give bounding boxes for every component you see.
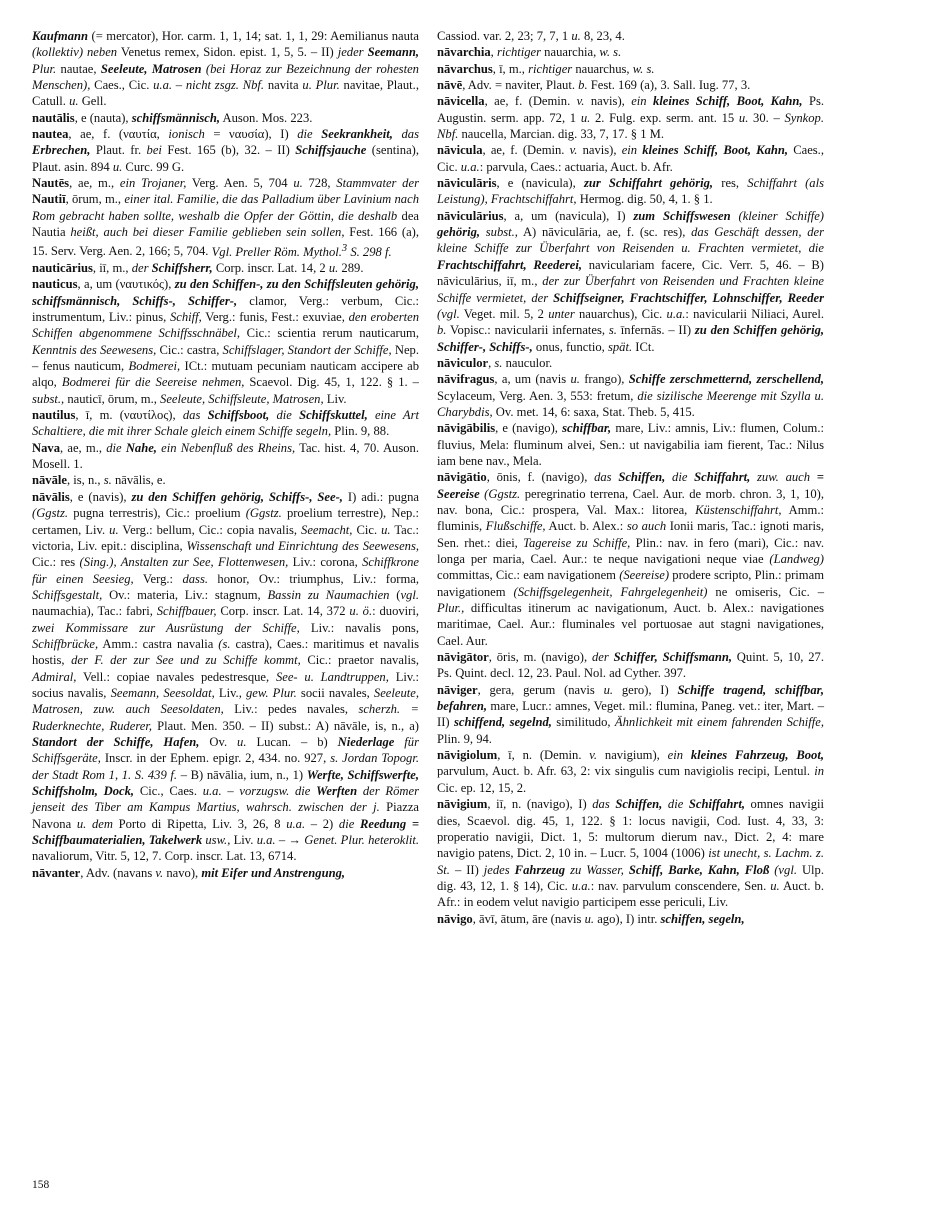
dictionary-entry: nāvigābilis, e (navigo), schiffbar, mare, Liv.: amnis, Liv.: flumen, Colum.: fluvius, Mela: fluminum alvei, Sen.: ut navigabilia iam fierent, Tac.: Nilus iam bene nav., Mela. — [437, 421, 824, 468]
dictionary-entry: nauticus, a, um (ναυτικός), zu den Schiffen-, zu den Schiffsleuten gehörig, schiffsmännisch, Schiffs-, Schiffer-, clamor, Verg.: verbum, Cic.: instrumentum, Liv.: pinus, Schiff, Verg.: funis, Fest.: exuviae, den eroberten Schiffen abgenommene Schiffsschnäbel, Cic.: scientia rerum nauticarum, Kenntnis des Seewesens, Cic.: castra, Schiffslager, Standort der Schiffe, Nep. – fenus nauticum, Bodmerei, ICt.: mutuam pecuniam nauticam accipere ab alqo, Bodmerei für die Seereise nehmen, Scaevol. Dig. 45, 1, 122. § 1. – subst., nauticī, ōrum, m., Seeleute, Schiffsleute, Matrosen, Liv. — [32, 277, 420, 406]
dictionary-entry: nauticārius, iī, m., der Schiffsherr, Corp. inscr. Lat. 14, 2 u. 289. — [32, 261, 364, 275]
dictionary-entry: nautilus, ī, m. (ναυτίλος), das Schiffsboot, die Schiffskuttel, eine Art Schaltiere, die mit ihrer Schale gleich einem Schiffe segeln, Plin. 9, 88. — [32, 408, 420, 439]
dictionary-entry: nāvāle, is, n., s. nāvālis, e. — [32, 473, 166, 488]
dictionary-entry: nāvicella, ae, f. (Demin. v. navis), ein kleines Schiff, Boot, Kahn, Ps. Augustin. serm. app. 72, 1 u. 2. Fulg. exp. serm. ant. 15 u. 30. – Synkop. Nbf. naucella, Marcian. dig. 33, 7, 17. § 1 M. — [437, 94, 824, 142]
dictionary-entry: nāvanter, Adv. (navans v. navo), mit Eifer und Anstrengung, — [32, 865, 346, 880]
dictionary-entry: Cassiod. var. 2, 23; 7, 7, 1 u. 8, 23, 4. — [437, 29, 625, 43]
dictionary-entry: nāvicula, ae, f. (Demin. v. navis), ein kleines Schiff, Boot, Kahn, Caes., Cic. u.a.: parvula, Caes.: actuaria, Auct. b. Afr. — [437, 143, 824, 174]
dictionary-entry: nāvigātio, ōnis, f. (navigo), das Schiffen, die Schiffahrt, zuw. auch = Seereise (Ggstz. peregrinatio terrena, Cael. Aur. de morb. chron. 3, 1, 10), nav. bona, Cic.: prospera, Val. Max.: litorea, Küstenschiffahrt, Amm.: fluminis, Flußschiffe, Auct. b. Alex.: so auch Ionii maris, Tac.: ignoti maris, Sen. rhet.: diei, Tagereise zu Schiffe, Plin.: nav. in fero (mari), Cic.: nav. longa per maria, Cael. Aur.: te neque navigationi neque viae (Landweg) committas, Cic.: eam navigationem (Seereise) prodere scripto, Plin.: primam navigationem (Schiffsgelegenheit, Fahrgelegenheit) ne omiseris, Cic. – Plur., difficultas itinerum ac navigationum, Auct. b. Alex.: navigationes maritimae, Cael. Aur.: fluminales vel portuosae aut stagni navigationes, Cael. Aur. — [437, 470, 825, 648]
right-column — [437, 28, 824, 927]
dictionary-entry: nāvālis, e (navis), zu den Schiffen gehörig, Schiffs-, See-, I) adi.: pugna (Ggstz. pugna terrestris), Cic.: proelium (Ggstz. proelium terrestre), Nep.: certamen, Liv. u. Verg.: bellum, Cic.: copia navalis, Seemacht, Cic. u. Tac.: victoria, Liv. epit.: disciplina, Wissenschaft und Einrichtung des Seewesens, Cic.: res (Sing.), Anstalten zur See, Flottenwesen, Liv.: corona, Schiffkrone für einen Seesieg, Verg.: dass. honor, Ov.: triumphus, Liv.: forma, Schiffsgestalt, Ov.: materia, Liv.: stagnum, Bassin zu Naumachien (vgl. naumachia), Tac.: fabri, Schiffbauer, Corp. inscr. Lat. 14, 372 u. ö.: duoviri, zwei Kommissare zur Ausrüstung der Schiffe, Liv.: navalis pons, Schiffbrücke, Amm.: castra navalia (s. castra), Caes.: maritimus et navalis hostis, der F. der zur See und zu Schiffe kommt, Cic.: praetor navalis, Admiral, Vell.: copiae navales pedestresque, See- u. Landtruppen, Liv.: socius navalis, Seemann, Seesoldat, Liv., gew. Plur. socii navales, Seeleute, Matrosen, zuw. auch Seesoldaten, Liv.: pedes navales, scherzh. = Ruderknechte, Ruderer, Plaut. Men. 350. – II) subst.: A) nāvāle, is, n., a) Standort der Schiffe, Hafen, Ov. u. Lucan. – b) Niederlage für Schiffsgeräte, Inscr. in der Ephem. epigr. 2, 434. no. 927, s. Jordan Topogr. der Stadt Rom 1, 1. S. 439 f. – B) nāvālia, ium, n., 1) Werfte, Schiffswerfte, Schiffsholm, Dock, Cic., Caes. u.a. – vorzugsw. die Werften der Römer jenseit des Tiber am Kampus Martius, wahrsch. zwischen der j. Piazza Navona u. dem Porto di Ripetta, Liv. 3, 26, 8 u.a. – 2) die Reedung = Schiffbaumaterialien, Takelwerk usw., Liv. u.a. – → Genet. Plur. heteroklit. navaliorum, Vitr. 5, 12, 7. Corp. inscr. Lat. 13, 6714. — [32, 489, 420, 864]
dictionary-entry: Kaufmann (= mercator), Hor. carm. 1, 1, 14; sat. 1, 1, 29: Aemilianus nauta (kollektiv) neben Venetus remex, Sidon. epist. 1, 5, 5. – II) jeder Seemann, Plur. nautae, Seeleute, Matrosen (bei Horaz zur Bezeichnung der rohesten Menschen), Caes., Cic. u.a. – nicht zsgz. Nbf. navita u. Plur. navitae, Plaut., Catull. u. Gell. — [32, 29, 419, 109]
dictionary-entry: nāvarchus, ī, m., richtiger nauarchus, w. s. — [437, 61, 655, 76]
dictionary-entry: nāviculāris, e (navicula), zur Schiffahrt gehörig, res, Schiffahrt (als Leistung), Frachtschiffahrt, Hermog. dig. 50, 4, 1. § 1. — [437, 176, 825, 207]
dictionary-entry: nāvigātor, ōris, m. (navigo), der Schiffer, Schiffsmann, Quint. 5, 10, 27. Ps. Quint. decl. 12, 23. Paul. Nol. ad Cyther. 397. — [437, 650, 825, 681]
dictionary-entry: Nava, ae, m., die Nahe, ein Nebenfluß des Rheins, Tac. hist. 4, 70. Auson. Mosell. 1. — [32, 440, 419, 472]
dictionary-entry: nāvigiolum, ī, n. (Demin. v. navigium), ein kleines Fahrzeug, Boot, parvulum, Auct. b. Afr. 63, 2: vix singulis cum navigiolis recipi, Lentul. in Cic. ep. 12, 15, 2. — [437, 748, 824, 795]
dictionary-entry: nāviger, gera, gerum (navis u. gero), I) Schiffe tragend, schiffbar, befahren, mare, Lucr.: amnes, Veget. mil.: flumina, Paneg. vet.: iter, Mart. – II) schiffend, segelnd, similitudo, Ähnlichkeit mit einem fahrenden Schiffe, Plin. 9, 94. — [437, 682, 825, 746]
dictionary-entry: nautea, ae, f. (ναυτία, ionisch = ναυσία), I) die Seekrankheit, das Erbrechen, Plaut. fr. bei Fest. 165 (b), 32. – II) Schiffsjauche (sentina), Plaut. asin. 894 u. Curc. 99 G. — [32, 127, 420, 174]
dictionary-entry: nāvigo, āvī, ātum, āre (navis u. ago), I) intr. schiffen, segeln, — [437, 911, 745, 926]
page-number: 158 — [32, 1179, 50, 1191]
dictionary-entry: nāviculor, s. nauculor. — [437, 355, 553, 370]
dictionary-entry: nautālis, e (nauta), schiffsmännisch, Auson. Mos. 223. — [32, 110, 313, 125]
dictionary-entry: nāvē, Adv. = naviter, Plaut. b. Fest. 169 (a), 3. Sall. Iug. 77, 3. — [437, 78, 751, 93]
dictionary-entry: nāvigium, iī, n. (navigo), I) das Schiffen, die Schiffahrt, omnes navigii dies, Scaevol. dig. 45, 1, 122. § 1: locus navigii, Cod. Iust. 4, 33, 3: properatio navigii, Dict. 1, 5: multorum dierum nav., Dict. 2, 4: mare navigio patens, Dict. 2, 10 in. – Lucr. 5, 1004 (1006) ist unecht, s. Lachm. z. St. – II) jedes Fahrzeug zu Wasser, Schiff, Barke, Kahn, Floß (vgl. Ulp. dig. 43, 12, 1. § 14), Cic. u.a.: nav. parvulum conscendere, Sen. u. Auct. b. Afr.: in eodem velut navigio participem esse periculi, Liv. — [437, 797, 824, 910]
dictionary-entry: nāviculārius, a, um (navicula), I) zum Schiffswesen (kleiner Schiffe) gehörig, subst., A) nāviculāria, ae, f. (sc. res), das Geschäft dessen, der kleine Schiffe zur Überfahrt von Reisenden u. Frachten vermietet, die Frachtschiffahrt, Reederei, naviculariam facere, Cic. Verr. 5, 46. – B) nāviculārius, iī, m., der zur Überfahrt von Reisenden und Frachten kleine Schiffe vermietet, der Schiffseigner, Frachtschiffer, Lohnschiffer, Reeder (vgl. Veget. mil. 5, 2 unter nauarchus), Cic. u.a.: navicularii Niliaci, Aurel. b. Vopisc.: navicularii infernates, s. īnfernās. – II) zu den Schiffen gehörig, Schiffer-, Schiffs-, onus, functio, spät. ICt. — [437, 208, 825, 354]
dictionary-entry: nāvifragus, a, um (navis u. frango), Schiffe zerschmetternd, zerschellend, Scylaceum, Verg. Aen. 3, 553: fretum, die sizilische Meerenge mit Szylla u. Charybdis, Ov. met. 14, 6: saxa, Stat. Theb. 5, 415. — [437, 372, 824, 419]
dictionary-entry: nāvarchia, richtiger nauarchia, w. s. — [437, 45, 622, 60]
dictionary-entry: Nautēs, ae, m., ein Trojaner, Verg. Aen. 5, 704 u. 728, Stammvater der Nautiī, ōrum, m., einer ital. Familie, die das Palladium über Lavinium nach Rom gebracht haben sollte, weshalb die Opfer der Göttin, die deshalb dea Nautia heißt, auch bei dieser Familie geblieben sein sollen, Fest. 166 (a), 15. Serv. Verg. Aen. 2, 166; 5, 704. Vgl. Preller Röm. Mythol.$^3$ S. 298 f. — [32, 176, 420, 259]
left-column — [32, 28, 419, 881]
